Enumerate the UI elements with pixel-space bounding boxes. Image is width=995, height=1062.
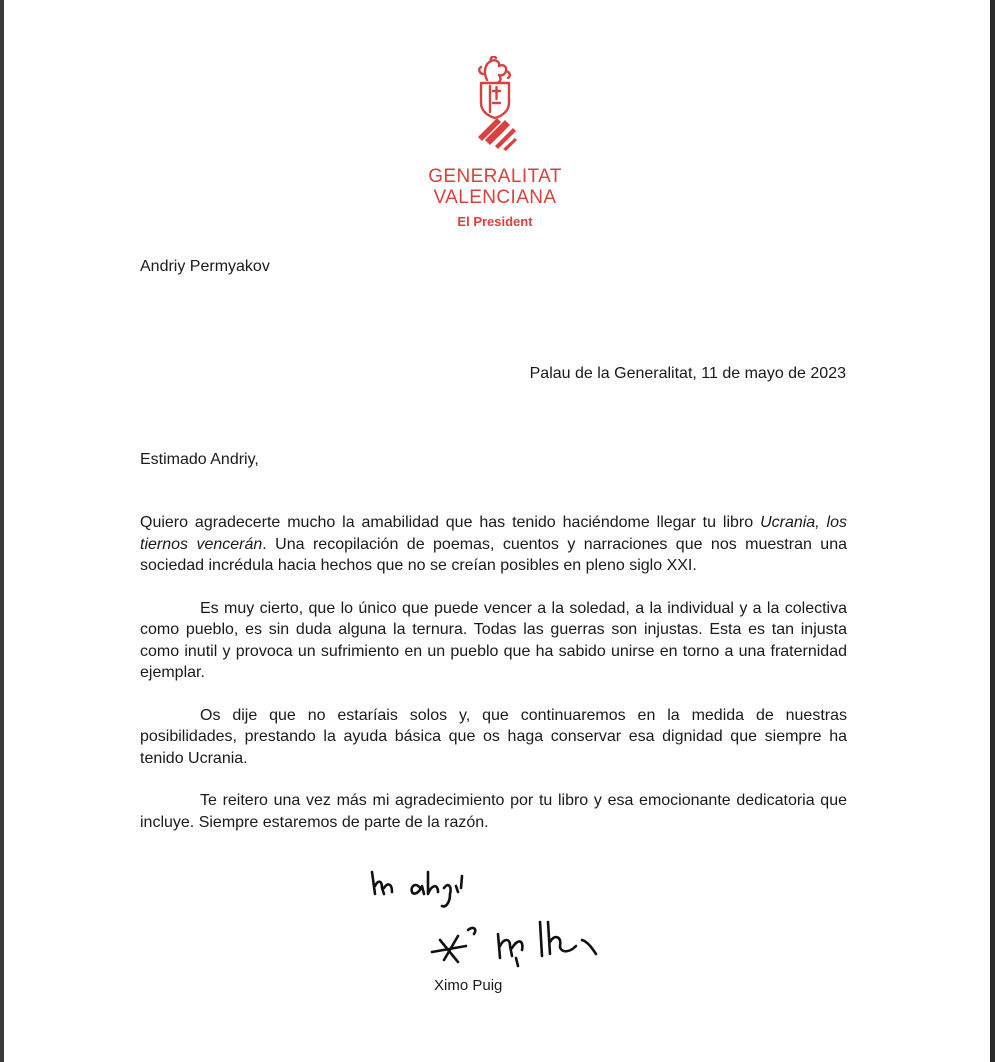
book-title: Ucrania, los tiernos vencerán — [140, 514, 847, 553]
organization-name-line1: GENERALITAT — [428, 166, 562, 187]
paragraph-1 — [140, 512, 847, 577]
handwritten-signature — [362, 858, 602, 968]
coat-of-arms-icon — [469, 56, 521, 154]
organization-name-line2: VALENCIANA — [433, 187, 557, 208]
place-and-date: Palau de la Generalitat, 11 de mayo de 2023 — [529, 365, 846, 382]
letter-body — [140, 512, 847, 854]
page-edge-left — [0, 0, 4, 1062]
page-edge-right — [990, 0, 995, 1062]
letterhead — [380, 56, 610, 229]
paragraph-3: Os dije que no estaríais solos y, que continuaremos en la medida de nuestras posibilidades, prestando la ayuda básica que os haga conservar esa dignidad que siempre ha tenido Ucrania. — [140, 706, 847, 767]
salutation: Estimado Andriy, — [140, 451, 259, 468]
paragraph-4: Te reitero una vez más mi agradecimiento por tu libro y esa emocionante dedicatoria que incluye. Siempre estaremos de parte de la razón. — [140, 792, 847, 831]
paragraph-1-end: . Una recopilación de poemas, cuentos y narraciones que nos muestran una sociedad incrédula hacia hechos que no se creían posibles en pleno siglo XXI. — [140, 535, 848, 574]
paragraph-2: Es muy cierto, que lo único que puede vencer a la soledad, a la individual y a la colectiva como pueblo, es sin duda alguna la ternura. Todas las guerras son injustas. Esta es tan injusta como inutil y provoca un sufrimiento en un pueblo que ha sabido unirse en torno a una fraternidad ejemplar. — [140, 599, 847, 681]
paragraph-1-start: Quiero agradecerte mucho la amabilidad que has tenido haciéndome llegar tu libro — [140, 514, 761, 531]
recipient-name: Andriy Permyakov — [140, 258, 270, 275]
organization-name — [380, 166, 610, 208]
signatory-name: Ximo Puig — [434, 977, 503, 994]
office-title: El President — [457, 214, 533, 229]
